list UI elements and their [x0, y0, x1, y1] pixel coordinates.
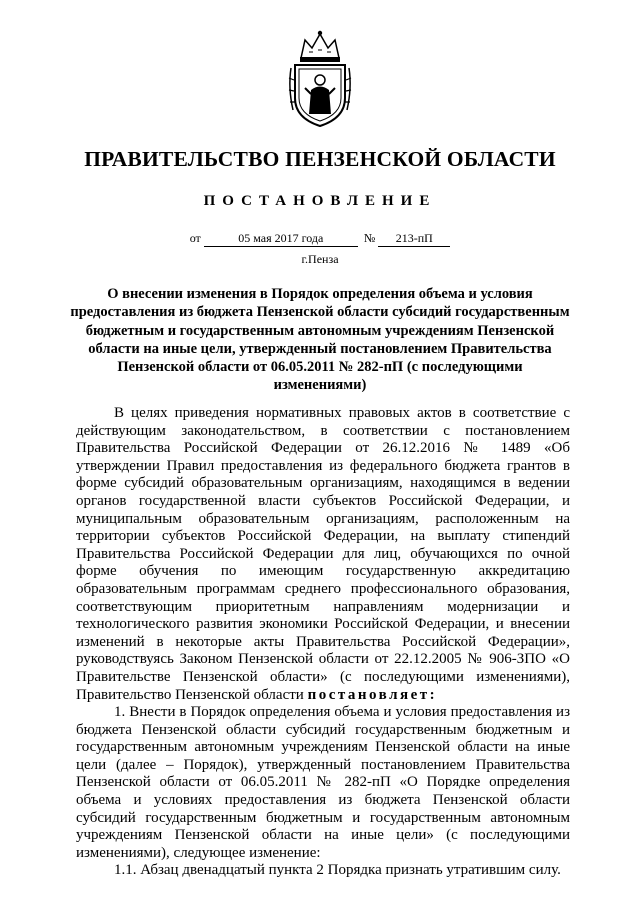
coat-of-arms-icon	[287, 28, 353, 128]
decree-word: постановляет:	[307, 686, 438, 703]
city: г.Пенза	[301, 252, 339, 266]
date-prefix: от	[189, 231, 201, 245]
date-number-line	[0, 231, 640, 247]
number-prefix: №	[363, 231, 376, 245]
government-name: ПРАВИТЕЛЬСТВО ПЕНЗЕНСКОЙ ОБЛАСТИ	[84, 147, 556, 171]
document-body	[76, 405, 570, 880]
item-1-paragraph: 1. Внести в Порядок определения объема и условия предоставления из бюджета Пензенской области субсидий государственным бюджетным и государственным автономным учреждениям Пензенской области на иные цели (далее – Порядок), утвержденный постановлением Правительства Пензенской области от 06.05.2011 № 282-пП «О Порядке определения объема и условиях предоставления из бюджета Пензенской области субсидий государственным бюджетным и государственным автономным учреждениям Пензенской области на иные цели» (с последующими изменениями), следующее изменение:	[76, 704, 570, 861]
preamble-text: В целях приведения нормативных правовых актов в соответствие с действующим законодательством, в соответствии с постановлением Правительства Российской Федерации от 26.12.2016 № 1489 «Об утверждении Правил предоставления из федерального бюджета грантов в форме субсидий образовательным организациям, находящимся в ведении органов государственной власти субъектов Российской Федерации, и муниципальным образовательным организациям, расположенным на территории субъектов Российской Федерации, на выплату стипендий Правительства Российской Федерации для лиц, обучающихся по очной форме обучения по имеющим государственную аккредитацию образовательным программам среднего профессионального образования, соответствующим приоритетным направлениям модернизации и технологического развития экономики Российской Федерации, и внесении изменений в некоторые акты Правительства Российской Федерации», руководствуясь Законом Пензенской области от 22.12.2005 № 906-ЗПО «О Правительстве Пензенской области» (с последующими изменениями), Правительство Пензенской области	[76, 405, 570, 703]
preamble-paragraph	[76, 405, 570, 704]
document-title: О внесении изменения в Порядок определения объема и условия предоставления из бюджета Пензенской области субсидий государственным бюджетным и государственным автономным учреждениям Пензенской области на иные цели, утвержденный постановлением Правительства Пензенской области от 06.05.2011 № 282-пП (с последующими изменениями)	[70, 286, 570, 394]
document-number: 213-пП	[378, 231, 450, 247]
document-date: 05 мая 2017 года	[204, 231, 358, 247]
item-1-1-paragraph: 1.1. Абзац двенадцатый пункта 2 Порядка признать утратившим силу.	[114, 862, 561, 879]
document-type: ПОСТАНОВЛЕНИЕ	[203, 193, 437, 209]
